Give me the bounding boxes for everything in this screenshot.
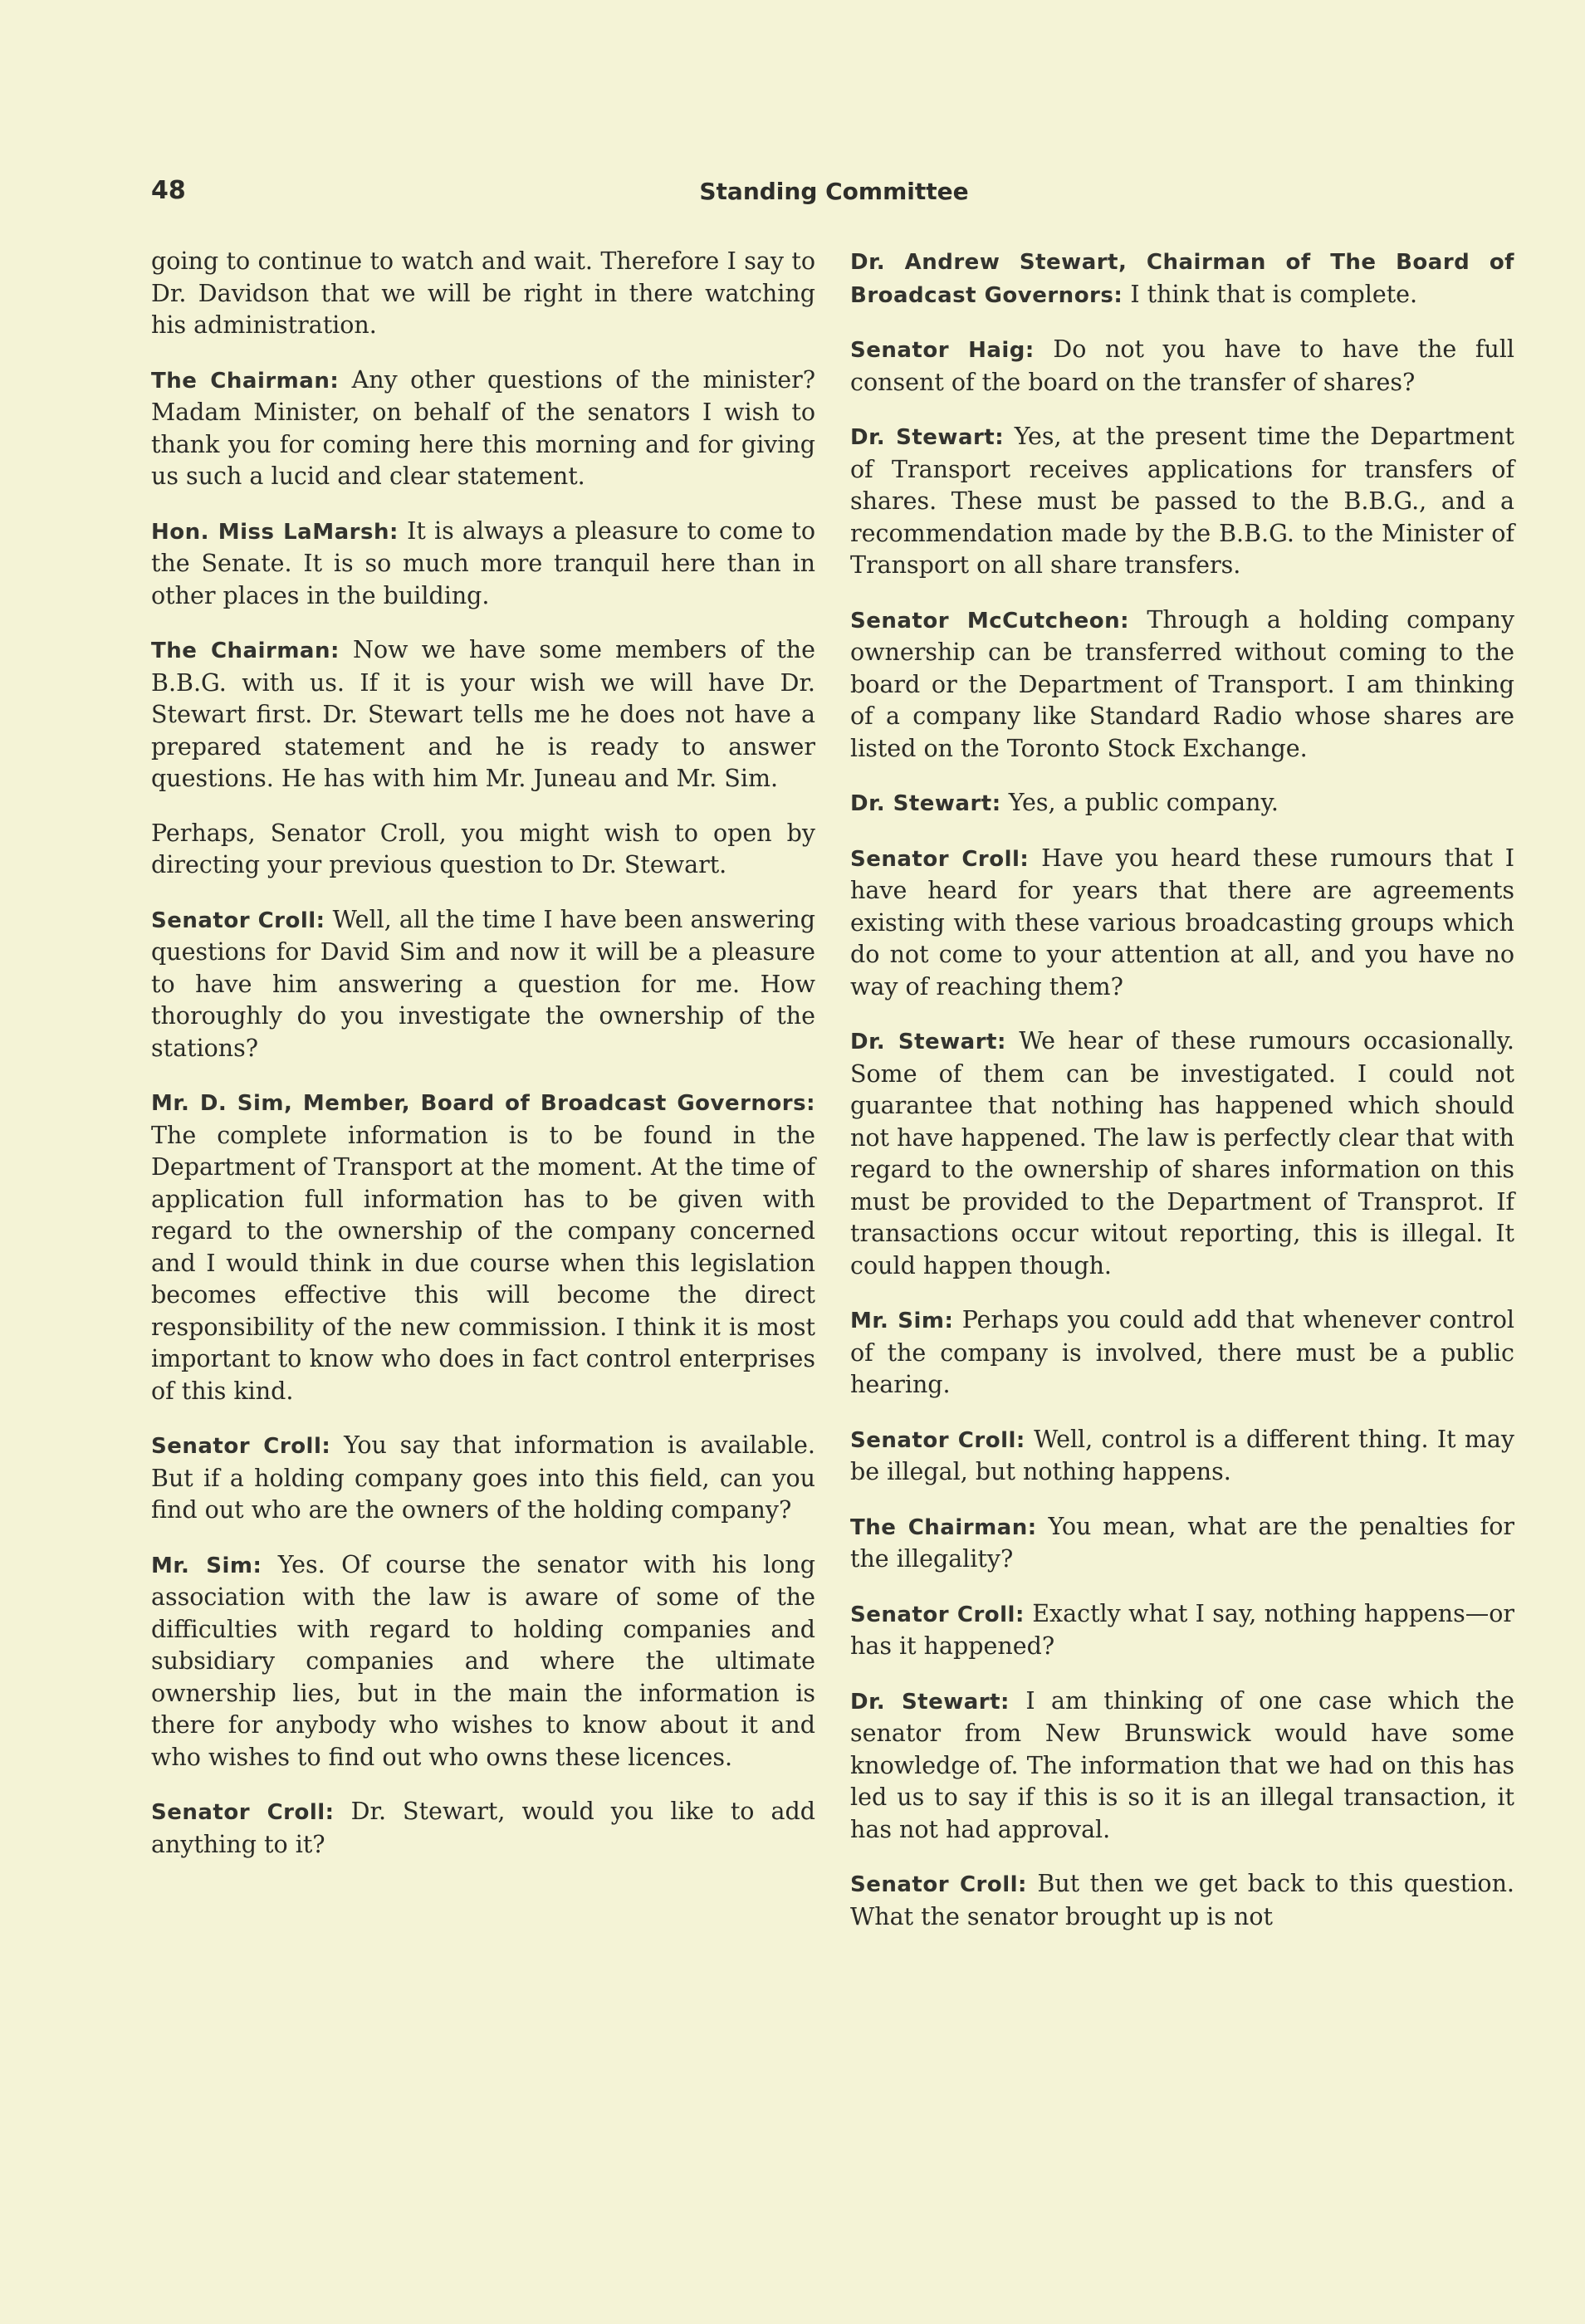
speaker-name: Senator Croll:: [850, 846, 1030, 872]
transcript-paragraph: [850, 1304, 1514, 1402]
transcript-paragraph: [850, 421, 1514, 582]
transcript-paragraph: [850, 1424, 1514, 1489]
speaker-name: Dr. Stewart:: [850, 1689, 1010, 1715]
transcript-paragraph: [850, 787, 1514, 820]
speaker-name: Senator Croll:: [151, 1800, 335, 1825]
speaker-name: Senator Croll:: [151, 908, 325, 933]
speaker-name: Senator Haig:: [850, 338, 1035, 363]
speaker-name: The Chairman:: [850, 1514, 1037, 1540]
speaker-name: Dr. Stewart:: [850, 791, 1001, 816]
speech-text: Perhaps, Senator Croll, you might wish to open by directing your previous question to Dr. Stewart.: [151, 819, 815, 878]
speech-text: Yes, a public company.: [1008, 789, 1279, 816]
speaker-name: Senator Croll:: [850, 1427, 1025, 1453]
speech-text: going to continue to watch and wait. Therefore I say to Dr. Davidson that we will be right in there watching his administration.: [151, 247, 815, 339]
page-header: [151, 176, 1517, 209]
transcript-paragraph: [850, 246, 1514, 311]
speaker-name: Senator McCutcheon:: [850, 608, 1130, 634]
speech-text: Yes. Of course the senator with his long association with the law is aware of some of the difficulties with regard to holding companies and subsidiary companies and where the ultimate ownership lies, but in the main the information is there for anybody who wishes to know about it and who wishes to find out who owns these licences.: [151, 1550, 816, 1771]
speech-text: Through a holding company ownership can be transferred without coming to the board or the Department of Transport. I am thinking of a company like Standard Radio whose shares are listed on the Toronto Stock Exchange.: [850, 605, 1514, 762]
speaker-name: The Chairman:: [151, 638, 340, 663]
speech-text: It is always a pleasure to come to the Senate. It is so much more tranquil here than in other places in the building.: [151, 516, 816, 609]
transcript-paragraph: [151, 365, 815, 493]
speaker-name: Hon. Miss LaMarsh:: [151, 519, 399, 545]
transcript-paragraph: [850, 1025, 1514, 1282]
transcript-paragraph: [850, 604, 1514, 766]
speech-text: Perhaps you could add that whenever control of the company is involved, there must be a public hearing.: [850, 1306, 1514, 1398]
speech-text: Do not you have to have the full consent of the board on the transfer of shares?: [850, 335, 1514, 396]
transcript-paragraph: [151, 1087, 815, 1407]
transcript-paragraph: [151, 246, 815, 342]
transcript-paragraph: [151, 516, 815, 613]
speaker-name: Mr. D. Sim, Member, Board of Broadcast Governors:: [151, 1091, 815, 1116]
transcript-paragraph: [850, 1868, 1514, 1933]
speaker-name: Dr. Andrew Stewart, Chairman of The Board of Broadcast Governors:: [850, 250, 1514, 308]
speech-text: Now we have some members of the B.B.G. with us. If it is your wish we will have Dr. Stewart first. Dr. Stewart tells me he does not have a prepared statement and he is ready to answer questions. He has with him Mr. Juneau and Mr. Sim.: [151, 636, 815, 792]
speech-text: Well, all the time I have been answering questions for David Sim and now it will be a pleasure to have him answering a question for me. How thoroughly do you investigate the ownership of the stations?: [151, 905, 816, 1062]
speech-text: You say that information is available. But if a holding company goes into this field, can you find out who are the owners of the holding company?: [151, 1431, 815, 1524]
running-title: Standing Committee: [699, 178, 969, 205]
transcript-paragraph: [850, 843, 1514, 1004]
speech-text: Any other questions of the minister? Madam Minister, on behalf of the senators I wish to thank you for coming here this morning and for giving us such a lucid and clear statement.: [151, 365, 815, 490]
speaker-name: Senator Croll:: [151, 1434, 331, 1459]
speaker-name: Mr. Sim:: [850, 1309, 954, 1333]
speech-text: Dr. Stewart, would you like to add anything to it?: [151, 1798, 815, 1858]
transcript-paragraph: [151, 1796, 815, 1861]
speaker-name: Mr. Sim:: [151, 1553, 262, 1578]
transcript-paragraph: [850, 1686, 1514, 1847]
transcript-paragraph: [151, 1430, 815, 1527]
speech-text: Well, control is a different thing. It may be illegal, but nothing happens.: [850, 1425, 1515, 1485]
speech-text: Yes, at the present time the Department of Transport receives applications for transfers of shares. These must be passed to the B.B.G., and a recommendation made by the B.B.G. to the Minister of Transport on all share transfers.: [850, 423, 1515, 579]
speech-text: We hear of these rumours occasionally. Some of them can be investigated. I could not guarantee that nothing has happened which should not have happened. The law is perfectly clear that with regard to the ownership of shares information on this must be provided to the Department of Transprot. If transactions occur witout reporting, this is illegal. It could happen though.: [850, 1027, 1514, 1279]
transcript-paragraph: [850, 1511, 1514, 1576]
speaker-name: Senator Croll:: [850, 1602, 1025, 1627]
speech-text: I am thinking of one case which the senator from New Brunswick would have some knowledge of. The information that we had on this has led us to say if this is so it is an illegal transaction, it has not had approval.: [850, 1686, 1514, 1843]
transcript-paragraph: [151, 1549, 815, 1774]
speech-text: I think that is complete.: [1130, 280, 1418, 308]
transcript-paragraph: [850, 334, 1514, 399]
speaker-name: The Chairman:: [151, 368, 340, 394]
transcript-paragraph: [151, 818, 815, 882]
speech-text: You mean, what are the penalties for the illegality?: [850, 1512, 1514, 1573]
transcript-paragraph: [850, 1598, 1514, 1663]
left-column: [151, 246, 815, 1883]
speech-text: Exactly what I say, nothing happens—or has it happened?: [850, 1599, 1514, 1660]
transcript-paragraph: [151, 634, 815, 795]
speech-text: Have you heard these rumours that I have heard for years that there are agreements existing with these various broadcasting groups which do not come to your attention at all, and you have no way of reaching them?: [850, 844, 1514, 1001]
page-number: 48: [151, 176, 186, 205]
right-column: [850, 246, 1514, 1955]
speaker-name: Senator Croll:: [850, 1872, 1027, 1897]
speaker-name: Dr. Stewart:: [850, 425, 1005, 450]
transcript-paragraph: [151, 904, 815, 1065]
speech-text: The complete information is to be found in the Department of Transport at the moment. At the time of application full information has to be given with regard to the ownership of the company concerned and I would think in due course when this legislation becomes effective this will become the direct responsibility of the new commission. I think it is most important to know who does in fact control enterprises of this kind.: [151, 1121, 815, 1405]
speaker-name: Dr. Stewart:: [850, 1030, 1006, 1054]
speech-text: But then we get back to this question. What the senator brought up is not: [850, 1870, 1514, 1930]
